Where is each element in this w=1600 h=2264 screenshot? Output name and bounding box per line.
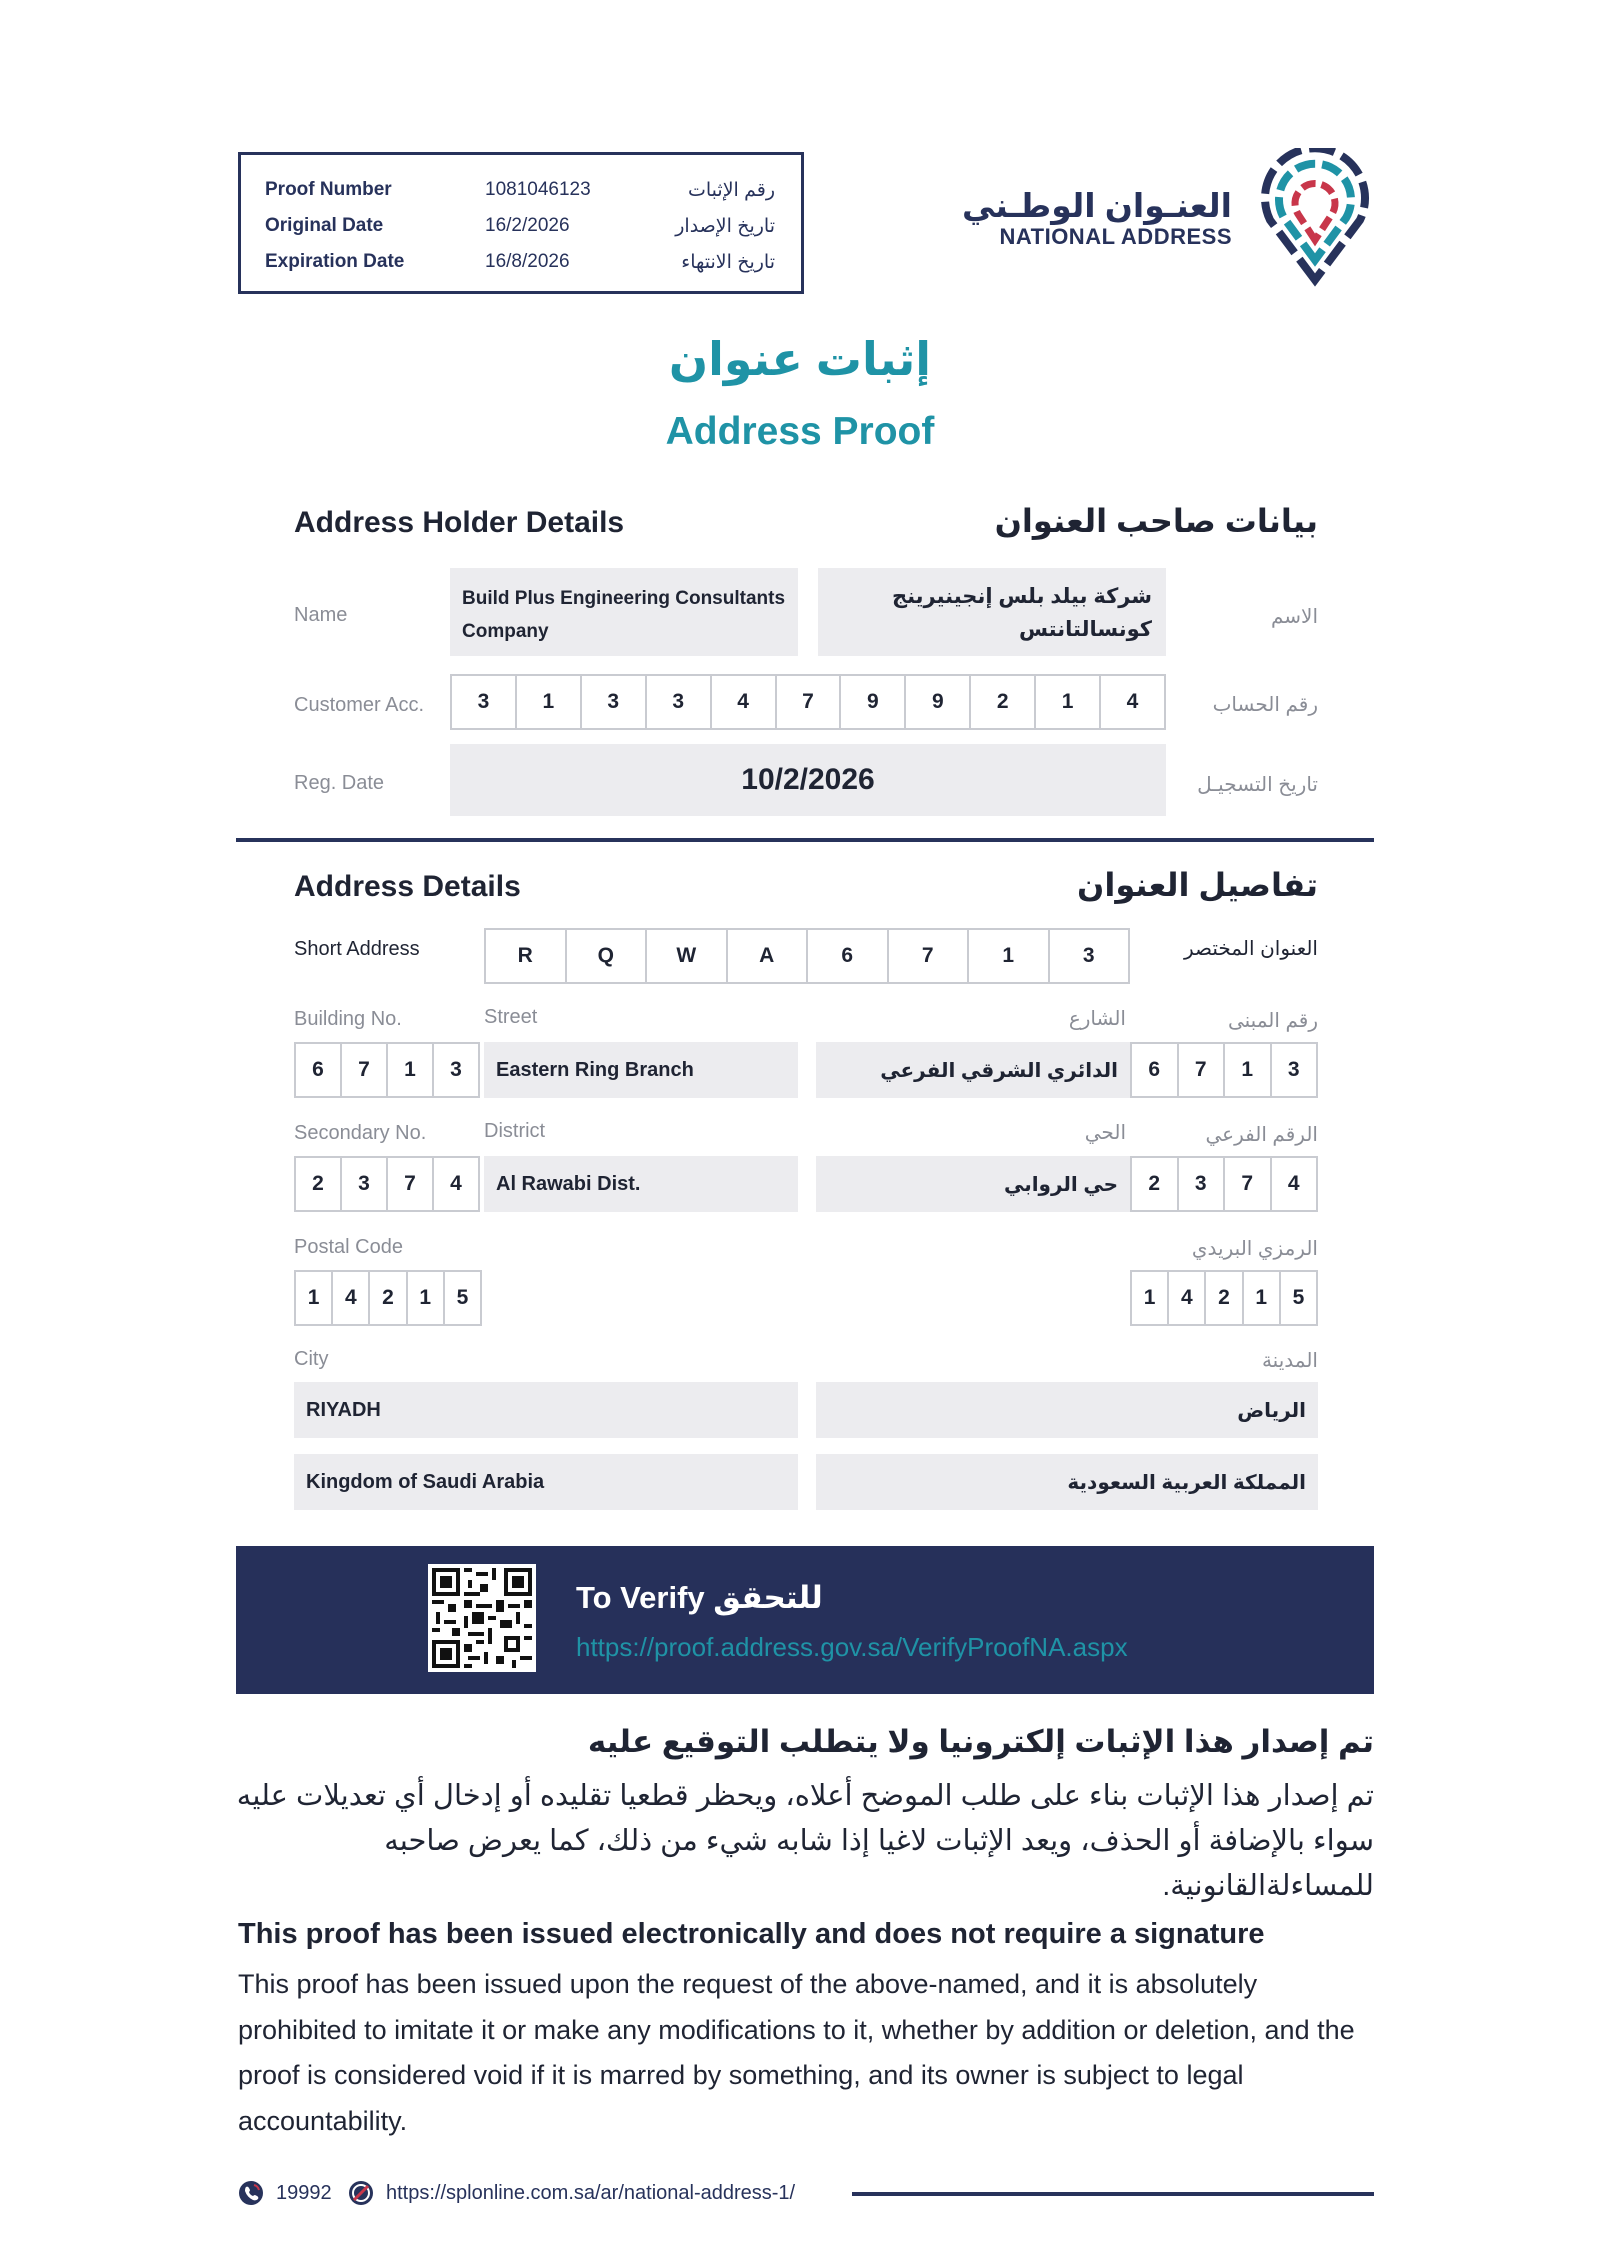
building-digit: 7 bbox=[340, 1042, 388, 1098]
name-label-ar: الاسم bbox=[1270, 606, 1318, 628]
secondary-digit: 3 bbox=[1177, 1156, 1226, 1212]
postal-digit: 1 bbox=[1130, 1270, 1169, 1326]
district-label: District bbox=[484, 1120, 546, 1142]
address-heading-en: Address Details bbox=[294, 870, 521, 903]
page-title-ar: إثبات عنوان bbox=[668, 333, 932, 385]
building-digit: 3 bbox=[1270, 1042, 1319, 1098]
building-digit: 6 bbox=[1130, 1042, 1179, 1098]
city-label-ar: المدينة bbox=[1261, 1350, 1318, 1372]
original-date-label-ar: تاريخ الإصدار bbox=[675, 216, 775, 237]
short-address-label: Short Address bbox=[294, 938, 420, 960]
expiration-date-value: 16/8/2026 bbox=[485, 251, 570, 272]
short-address-char: 1 bbox=[967, 928, 1050, 984]
proof-number-row bbox=[241, 179, 801, 209]
postal-code-digits-ar bbox=[1130, 1270, 1318, 1326]
account-digit: 3 bbox=[450, 674, 517, 730]
footer-phone[interactable]: 19992 bbox=[276, 2182, 332, 2204]
holder-heading-en: Address Holder Details bbox=[294, 506, 625, 539]
building-digit: 6 bbox=[294, 1042, 342, 1098]
street-ar-value: الدائري الشرقي الفرعي bbox=[880, 1059, 1118, 1082]
secondary-digit: 2 bbox=[294, 1156, 342, 1212]
building-number-digits-ar bbox=[1130, 1042, 1318, 1098]
building-number-label-ar: رقم المبنى bbox=[1227, 1010, 1318, 1032]
customer-account-label: Customer Acc. bbox=[294, 694, 425, 716]
building-digit: 1 bbox=[386, 1042, 434, 1098]
proof-number-label: Proof Number bbox=[265, 179, 392, 200]
postal-digit: 2 bbox=[1204, 1270, 1243, 1326]
district-ar-value: حي الروابي bbox=[1003, 1173, 1118, 1196]
city-en-box bbox=[294, 1382, 798, 1438]
verify-title: To Verify للتحقق bbox=[576, 1580, 823, 1615]
name-ar-value: شركة بيلد بلس إنجينيرينج كونسالتانتس bbox=[891, 585, 1152, 641]
reg-date-value: 10/2/2026 bbox=[741, 763, 875, 796]
notice-title-en: This proof has been issued electronically and does not require a signature bbox=[238, 1918, 1265, 1950]
country-ar-value: المملكة العربية السعودية bbox=[1067, 1471, 1306, 1494]
short-address-char: 3 bbox=[1048, 928, 1131, 984]
street-ar-box bbox=[816, 1042, 1130, 1098]
secondary-number-digits-ar bbox=[1130, 1156, 1318, 1212]
name-label: Name bbox=[294, 604, 348, 626]
building-number-digits bbox=[294, 1042, 480, 1098]
postal-code-digits bbox=[294, 1270, 482, 1326]
postal-digit: 5 bbox=[1279, 1270, 1318, 1326]
name-en-value: Build Plus Engineering Consultants Company bbox=[462, 588, 786, 642]
short-address-char: R bbox=[484, 928, 567, 984]
postal-code-label: Postal Code bbox=[294, 1236, 403, 1258]
city-en-value: RIYADH bbox=[306, 1398, 381, 1421]
street-en-box bbox=[484, 1042, 798, 1098]
logo-text-ar: العنـوان الوطـني bbox=[961, 187, 1232, 224]
city-ar-box bbox=[816, 1382, 1318, 1438]
account-digit: 1 bbox=[1034, 674, 1101, 730]
district-en-box bbox=[484, 1156, 798, 1212]
account-digit: 9 bbox=[904, 674, 971, 730]
city-label: City bbox=[294, 1348, 329, 1370]
account-digit: 9 bbox=[839, 674, 906, 730]
postal-digit: 1 bbox=[406, 1270, 445, 1326]
notice-body-en: This proof has been issued upon the request of the above-named, and it is absolutely prohibited to imitate it or make any modifications to it, whether by addition or deletion, and the proof is considered void if it is marred by something, and its owner is subject to legal accountability. bbox=[238, 1969, 1355, 2136]
country-en-value: Kingdom of Saudi Arabia bbox=[306, 1470, 545, 1493]
name-ar-box bbox=[818, 568, 1166, 656]
secondary-number-label: Secondary No. bbox=[294, 1122, 427, 1144]
original-date-value: 16/2/2026 bbox=[485, 215, 570, 236]
district-en-value: Al Rawabi Dist. bbox=[496, 1172, 641, 1195]
national-address-logo-icon bbox=[1248, 148, 1382, 288]
street-en-value: Eastern Ring Branch bbox=[496, 1058, 694, 1081]
verify-link[interactable]: https://proof.address.gov.sa/VerifyProofNA.aspx bbox=[576, 1632, 1128, 1662]
proof-number-value: 1081046123 bbox=[485, 179, 591, 200]
account-digit: 3 bbox=[645, 674, 712, 730]
original-date-label: Original Date bbox=[265, 215, 384, 236]
secondary-number-label-ar: الرقم الفرعي bbox=[1205, 1124, 1318, 1146]
street-label-ar: الشارع bbox=[1068, 1008, 1126, 1030]
postal-digit: 4 bbox=[331, 1270, 370, 1326]
building-number-label: Building No. bbox=[294, 1008, 402, 1030]
account-digit: 1 bbox=[515, 674, 582, 730]
city-ar-value: الرياض bbox=[1237, 1399, 1306, 1422]
qr-code-icon[interactable] bbox=[428, 1564, 536, 1672]
notice-body-ar: تم إصدار هذا الإثبات بناء على طلب الموضح أعلاه، ويحظر قطعيا تقليده أو إدخال أي تعديلات عليه سواء بالإضافة أو الحذف، ويعد الإثبات لاغيا إذا شابه شيء من ذلك، كما يعرض صاحبه للمساءلةالقانونية. bbox=[236, 1780, 1374, 1902]
street-label: Street bbox=[484, 1006, 538, 1028]
postal-digit: 1 bbox=[1242, 1270, 1281, 1326]
proof-info-box bbox=[238, 152, 804, 294]
reg-date-label-ar: تاريخ التسجيـل bbox=[1197, 774, 1318, 796]
expiration-date-row bbox=[241, 251, 801, 281]
short-address-char: 6 bbox=[806, 928, 889, 984]
secondary-digit: 2 bbox=[1130, 1156, 1179, 1212]
short-address-chars bbox=[484, 928, 1130, 984]
expiration-date-label-ar: تاريخ الانتهاء bbox=[681, 252, 775, 273]
page-title-en: Address Proof bbox=[665, 410, 935, 453]
phone-icon bbox=[238, 2180, 264, 2206]
verify-banner bbox=[236, 1546, 1374, 1694]
building-digit: 1 bbox=[1223, 1042, 1272, 1098]
secondary-digit: 4 bbox=[432, 1156, 480, 1212]
expiration-date-label: Expiration Date bbox=[265, 251, 405, 272]
logo-text-en: NATIONAL ADDRESS bbox=[999, 224, 1232, 249]
account-digit: 2 bbox=[969, 674, 1036, 730]
notice-title-ar: تم إصدار هذا الإثبات إلكترونيا ولا يتطلب التوقيع عليه bbox=[587, 1724, 1374, 1759]
proof-number-label-ar: رقم الإثبات bbox=[688, 180, 775, 201]
country-ar-box bbox=[816, 1454, 1318, 1510]
customer-account-digits bbox=[450, 674, 1166, 730]
web-icon bbox=[348, 2180, 374, 2206]
postal-digit: 1 bbox=[294, 1270, 333, 1326]
district-ar-box bbox=[816, 1156, 1130, 1212]
short-address-char: Q bbox=[565, 928, 648, 984]
secondary-digit: 3 bbox=[340, 1156, 388, 1212]
customer-account-label-ar: رقم الحساب bbox=[1212, 694, 1318, 716]
footer-divider bbox=[852, 2192, 1374, 2196]
reg-date-label: Reg. Date bbox=[294, 772, 385, 794]
postal-digit: 2 bbox=[368, 1270, 407, 1326]
building-digit: 3 bbox=[432, 1042, 480, 1098]
building-digit: 7 bbox=[1177, 1042, 1226, 1098]
short-address-char: W bbox=[645, 928, 728, 984]
account-digit: 4 bbox=[1099, 674, 1166, 730]
holder-heading-ar: بيانات صاحب العنوان bbox=[994, 503, 1318, 539]
short-address-char: 7 bbox=[887, 928, 970, 984]
secondary-number-digits bbox=[294, 1156, 480, 1212]
address-heading-ar: تفاصيل العنوان bbox=[1077, 867, 1318, 903]
postal-code-label-ar: الرمزي البريدي bbox=[1191, 1238, 1318, 1260]
account-digit: 3 bbox=[580, 674, 647, 730]
district-label-ar: الحي bbox=[1084, 1122, 1126, 1144]
secondary-digit: 7 bbox=[386, 1156, 434, 1212]
country-en-box bbox=[294, 1454, 798, 1510]
footer-link[interactable]: https://splonline.com.sa/ar/national-address-1/ bbox=[386, 2182, 796, 2204]
original-date-row bbox=[241, 215, 801, 245]
account-digit: 4 bbox=[710, 674, 777, 730]
section-divider bbox=[236, 838, 1374, 842]
short-address-label-ar: العنوان المختصر bbox=[1183, 938, 1318, 960]
name-en-box bbox=[450, 568, 798, 656]
postal-digit: 4 bbox=[1167, 1270, 1206, 1326]
short-address-char: A bbox=[726, 928, 809, 984]
secondary-digit: 7 bbox=[1223, 1156, 1272, 1212]
account-digit: 7 bbox=[775, 674, 842, 730]
postal-digit: 5 bbox=[443, 1270, 482, 1326]
secondary-digit: 4 bbox=[1270, 1156, 1319, 1212]
reg-date-box bbox=[450, 744, 1166, 816]
